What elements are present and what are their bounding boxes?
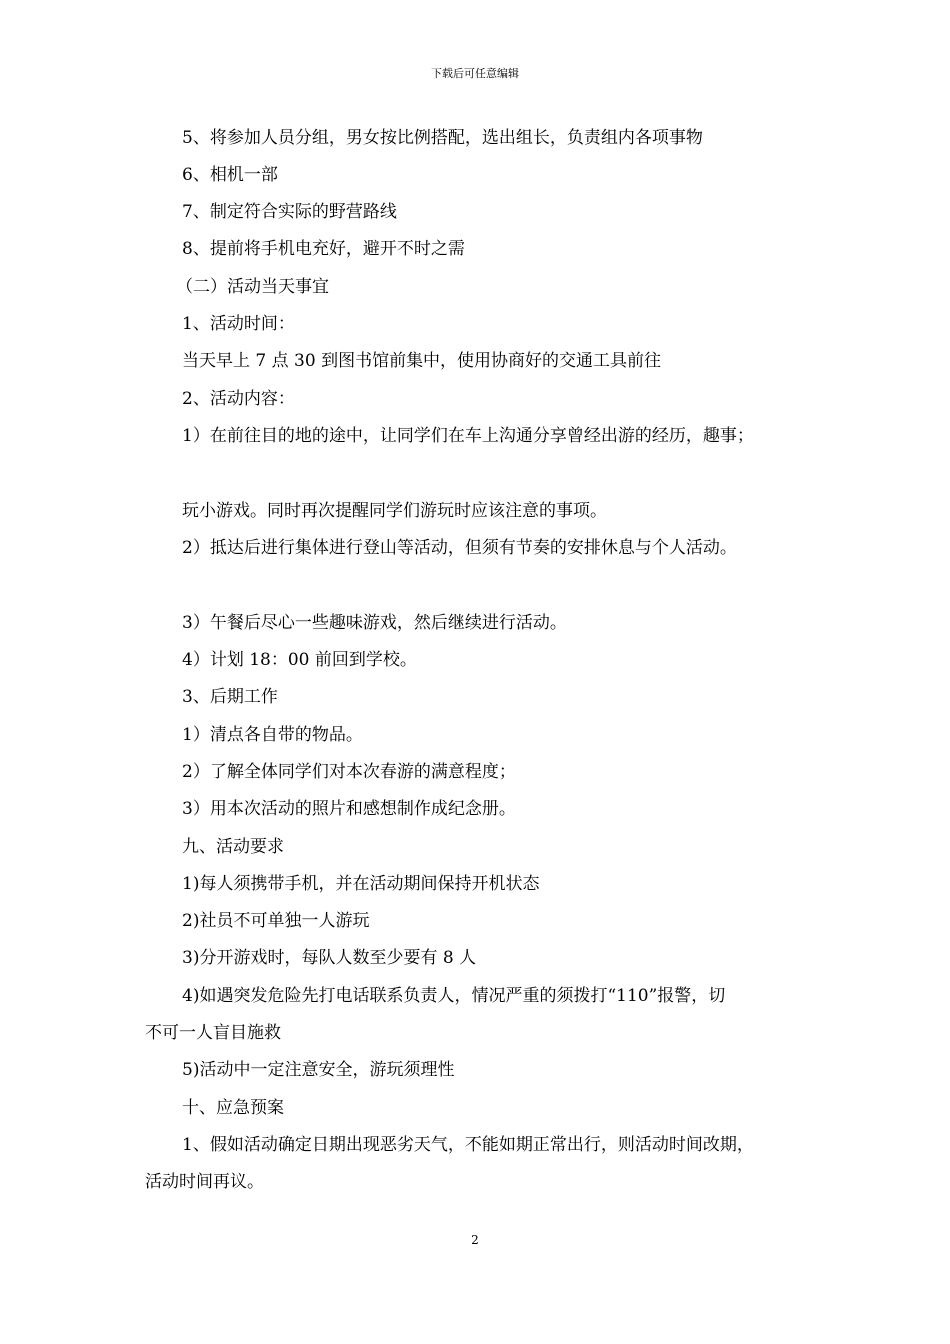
text-line: 5、将参加人员分组，男女按比例搭配，选出组长，负责组内各项事物 — [182, 128, 703, 148]
section-heading: 3、后期工作 — [182, 687, 278, 707]
text-line: 活动时间再议。 — [145, 1172, 264, 1192]
page-header: 下载后可任意编辑 — [431, 67, 519, 80]
text-line: 1、假如活动确定日期出现恶劣天气，不能如期正常出行，则活动时间改期， — [182, 1135, 754, 1155]
section-heading: 十、应急预案 — [182, 1098, 284, 1118]
text-line: 2）抵达后进行集体进行登山等活动，但须有节奏的安排休息与个人活动。 — [182, 538, 737, 558]
section-heading: 九、活动要求 — [182, 837, 284, 857]
text-line: 3）午餐后尽心一些趣味游戏，然后继续进行活动。 — [182, 613, 567, 633]
text-line: 当天早上 7 点 30 到图书馆前集中，使用协商好的交通工具前往 — [182, 351, 662, 371]
text-line: 2）了解全体同学们对本次春游的满意程度； — [182, 762, 516, 782]
text-line: 玩小游戏。同时再次提醒同学们游玩时应该注意的事项。 — [182, 501, 607, 521]
text-line: 1）清点各自带的物品。 — [182, 725, 363, 745]
text-line: 4）计划 18：00 前回到学校。 — [182, 650, 417, 670]
text-line: 2)社员不可单独一人游玩 — [182, 911, 370, 931]
section-heading: （二）活动当天事宜 — [176, 277, 329, 297]
text-line: 4)如遇突发危险先打电话联系负责人，情况严重的须拨打“110”报警，切 — [182, 986, 726, 1006]
text-line: 1)每人须携带手机，并在活动期间保持开机状态 — [182, 874, 540, 894]
text-line: 1、活动时间： — [182, 314, 295, 334]
text-line: 8、提前将手机电充好，避开不时之需 — [182, 239, 465, 259]
page-number: 2 — [471, 1233, 479, 1247]
text-line: 3)分开游戏时，每队人数至少要有 8 人 — [182, 948, 477, 968]
text-line: 6、相机一部 — [182, 165, 278, 185]
text-line: 1）在前往目的地的途中，让同学们在车上沟通分享曾经出游的经历，趣事； — [182, 426, 754, 446]
text-line: 3）用本次活动的照片和感想制作成纪念册。 — [182, 799, 516, 819]
text-line: 5)活动中一定注意安全，游玩须理性 — [182, 1060, 455, 1080]
text-line: 7、制定符合实际的野营路线 — [182, 202, 397, 222]
text-line: 不可一人盲目施救 — [145, 1023, 281, 1043]
text-line: 2、活动内容： — [182, 389, 295, 409]
